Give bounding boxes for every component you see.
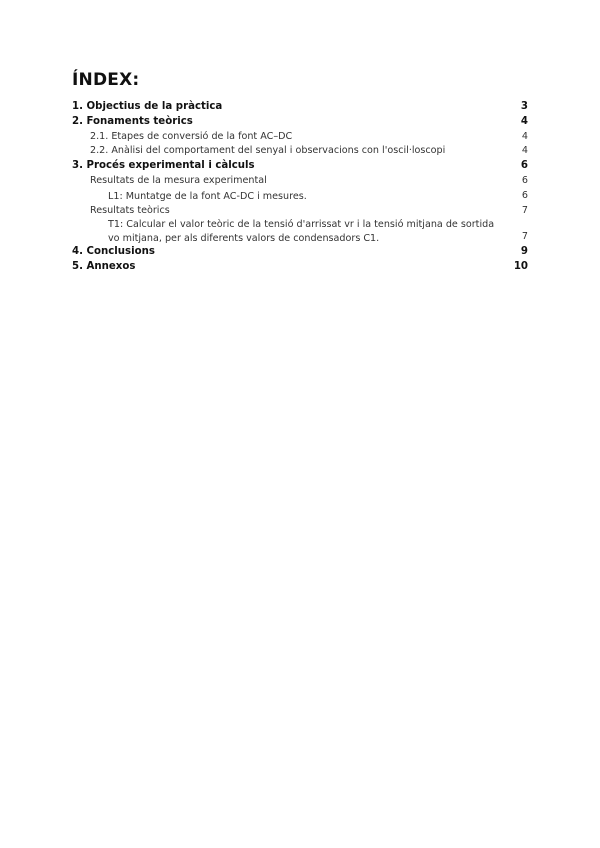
toc-entry-label: 4. Conclusions: [72, 246, 155, 258]
index-title: ÍNDEX:: [72, 70, 140, 90]
toc-entry[interactable]: [72, 100, 528, 115]
toc-entry-label: 2.2. Anàlisi del comportament del senyal i observacions con l'oscil·loscopi: [90, 145, 446, 157]
table-of-contents: [72, 100, 528, 275]
toc-entry-label: 5. Annexos: [72, 260, 136, 272]
toc-entry-label: T1: Calcular el valor teòric de la tensió d'arrissat vr i la tensió mitjana de sortida vo mitjana, per als diferents valors de condensadors C1.: [108, 219, 495, 244]
toc-entry[interactable]: [72, 260, 528, 275]
toc-entry-label: 3. Procés experimental i càlculs: [72, 160, 255, 172]
toc-entry-page: 4: [521, 145, 528, 157]
toc-entry-page: 7: [521, 204, 528, 216]
toc-entry-page: 6: [521, 189, 528, 201]
toc-entry-label: Resultats teòrics: [90, 204, 170, 216]
toc-entry-label: L1: Muntatge de la font AC-DC i mesures.: [108, 191, 307, 203]
toc-entry-page: 10: [513, 260, 528, 272]
toc-entry[interactable]: [72, 130, 528, 145]
toc-entry[interactable]: [72, 115, 528, 130]
toc-entry[interactable]: [72, 218, 528, 245]
toc-entry[interactable]: [72, 204, 528, 219]
toc-entry-label: 2. Fonaments teòrics: [72, 115, 193, 127]
toc-entry-page: 6: [521, 174, 528, 186]
document-page: [72, 70, 528, 275]
toc-entry[interactable]: [72, 245, 528, 260]
toc-entry-label: 2.1. Etapes de conversió de la font AC–DC: [90, 130, 293, 142]
toc-entry-page: 9: [520, 246, 528, 258]
toc-entry-page: 7: [521, 231, 528, 243]
toc-entry-page: 4: [520, 115, 528, 127]
toc-entry-page: 3: [520, 101, 528, 112]
toc-entry[interactable]: [72, 189, 528, 204]
toc-entry-page: 6: [520, 160, 528, 172]
toc-entry[interactable]: [72, 159, 528, 174]
toc-entry-label: Resultats de la mesura experimental: [90, 174, 267, 186]
toc-entry-page: 4: [521, 130, 528, 142]
toc-entry-label: 1. Objectius de la pràctica: [72, 101, 223, 112]
toc-entry[interactable]: [72, 174, 528, 189]
toc-entry[interactable]: [72, 144, 528, 159]
